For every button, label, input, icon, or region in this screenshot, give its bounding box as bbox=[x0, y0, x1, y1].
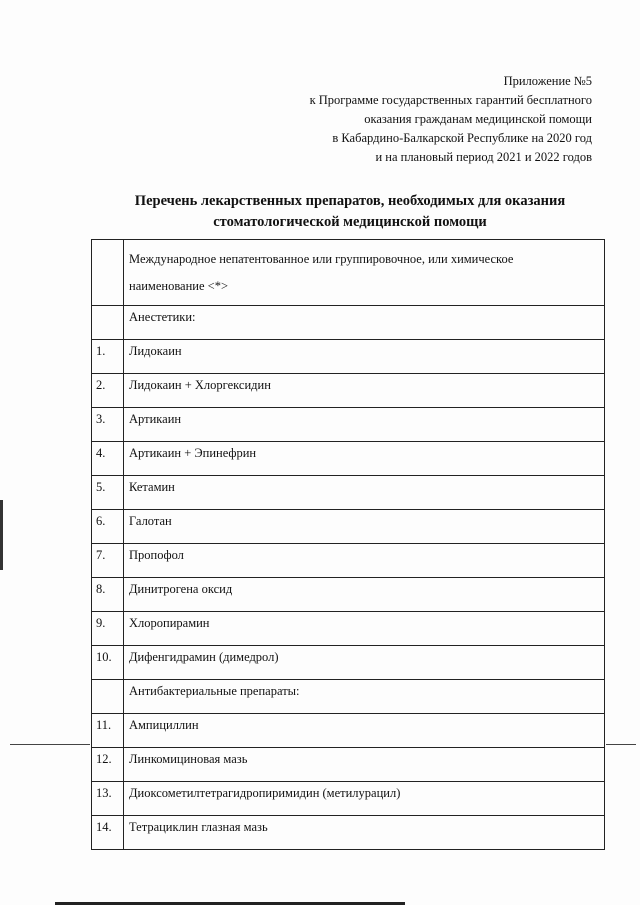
appendix-line: Приложение №5 bbox=[503, 74, 592, 88]
section-heading: Антибактериальные препараты: bbox=[124, 680, 605, 714]
drug-name: Линкомициновая мазь bbox=[124, 748, 605, 782]
appendix-line: к Программе государственных гарантий бесплатного bbox=[309, 93, 592, 107]
scan-artifact-line bbox=[606, 744, 636, 745]
drug-name: Артикаин bbox=[124, 408, 605, 442]
table-row bbox=[92, 442, 605, 476]
table-row bbox=[92, 748, 605, 782]
drug-list-table bbox=[91, 239, 605, 850]
table-row bbox=[92, 374, 605, 408]
row-number: 5. bbox=[92, 476, 124, 510]
row-number: 12. bbox=[92, 748, 124, 782]
drug-name: Диоксометилтетрагидропиримидин (метилурацил) bbox=[124, 782, 605, 816]
table-row bbox=[92, 578, 605, 612]
drug-name: Кетамин bbox=[124, 476, 605, 510]
section-heading-row bbox=[92, 306, 605, 340]
row-number: 13. bbox=[92, 782, 124, 816]
table-header-num-cell bbox=[92, 240, 124, 306]
appendix-line: и на плановый период 2021 и 2022 годов bbox=[375, 150, 592, 164]
table-header-line-2: наименование <*> bbox=[129, 279, 229, 293]
row-number: 11. bbox=[92, 714, 124, 748]
table-row bbox=[92, 782, 605, 816]
drug-name: Дифенгидрамин (димедрол) bbox=[124, 646, 605, 680]
row-number: 1. bbox=[92, 340, 124, 374]
table-header-row bbox=[92, 240, 605, 306]
drug-name: Хлоропирамин bbox=[124, 612, 605, 646]
row-number: 2. bbox=[92, 374, 124, 408]
drug-name: Ампициллин bbox=[124, 714, 605, 748]
drug-name: Динитрогена оксид bbox=[124, 578, 605, 612]
drug-name: Артикаин + Эпинефрин bbox=[124, 442, 605, 476]
drug-name: Тетрациклин глазная мазь bbox=[124, 816, 605, 850]
title-line-2: стоматологической медицинской помощи bbox=[213, 214, 487, 230]
document-title bbox=[0, 191, 640, 233]
row-number: 7. bbox=[92, 544, 124, 578]
scan-artifact-margin bbox=[0, 500, 3, 570]
table-row bbox=[92, 408, 605, 442]
table-row bbox=[92, 476, 605, 510]
scan-artifact-line bbox=[10, 744, 90, 745]
table-row bbox=[92, 510, 605, 544]
row-number: 3. bbox=[92, 408, 124, 442]
table-header-cell bbox=[124, 240, 605, 306]
row-number: 9. bbox=[92, 612, 124, 646]
appendix-line: в Кабардино-Балкарской Республике на 2020 год bbox=[332, 131, 592, 145]
drug-name: Галотан bbox=[124, 510, 605, 544]
row-number: 6. bbox=[92, 510, 124, 544]
title-line-1: Перечень лекарственных препаратов, необходимых для оказания bbox=[134, 193, 566, 209]
row-number: 10. bbox=[92, 646, 124, 680]
section-heading-row bbox=[92, 680, 605, 714]
drug-name: Пропофол bbox=[124, 544, 605, 578]
row-number: 14. bbox=[92, 816, 124, 850]
table-row bbox=[92, 544, 605, 578]
table-header-line-1: Международное непатентованное или группировочное, или химическое bbox=[129, 252, 514, 266]
appendix-line: оказания гражданам медицинской помощи bbox=[364, 112, 592, 126]
table-row bbox=[92, 612, 605, 646]
table-row bbox=[92, 714, 605, 748]
table-row bbox=[92, 816, 605, 850]
drug-name: Лидокаин + Хлоргексидин bbox=[124, 374, 605, 408]
drug-name: Лидокаин bbox=[124, 340, 605, 374]
row-number: 4. bbox=[92, 442, 124, 476]
appendix-header bbox=[310, 72, 592, 167]
section-heading: Анестетики: bbox=[124, 306, 605, 340]
table-row bbox=[92, 646, 605, 680]
table-row bbox=[92, 340, 605, 374]
row-number: 8. bbox=[92, 578, 124, 612]
